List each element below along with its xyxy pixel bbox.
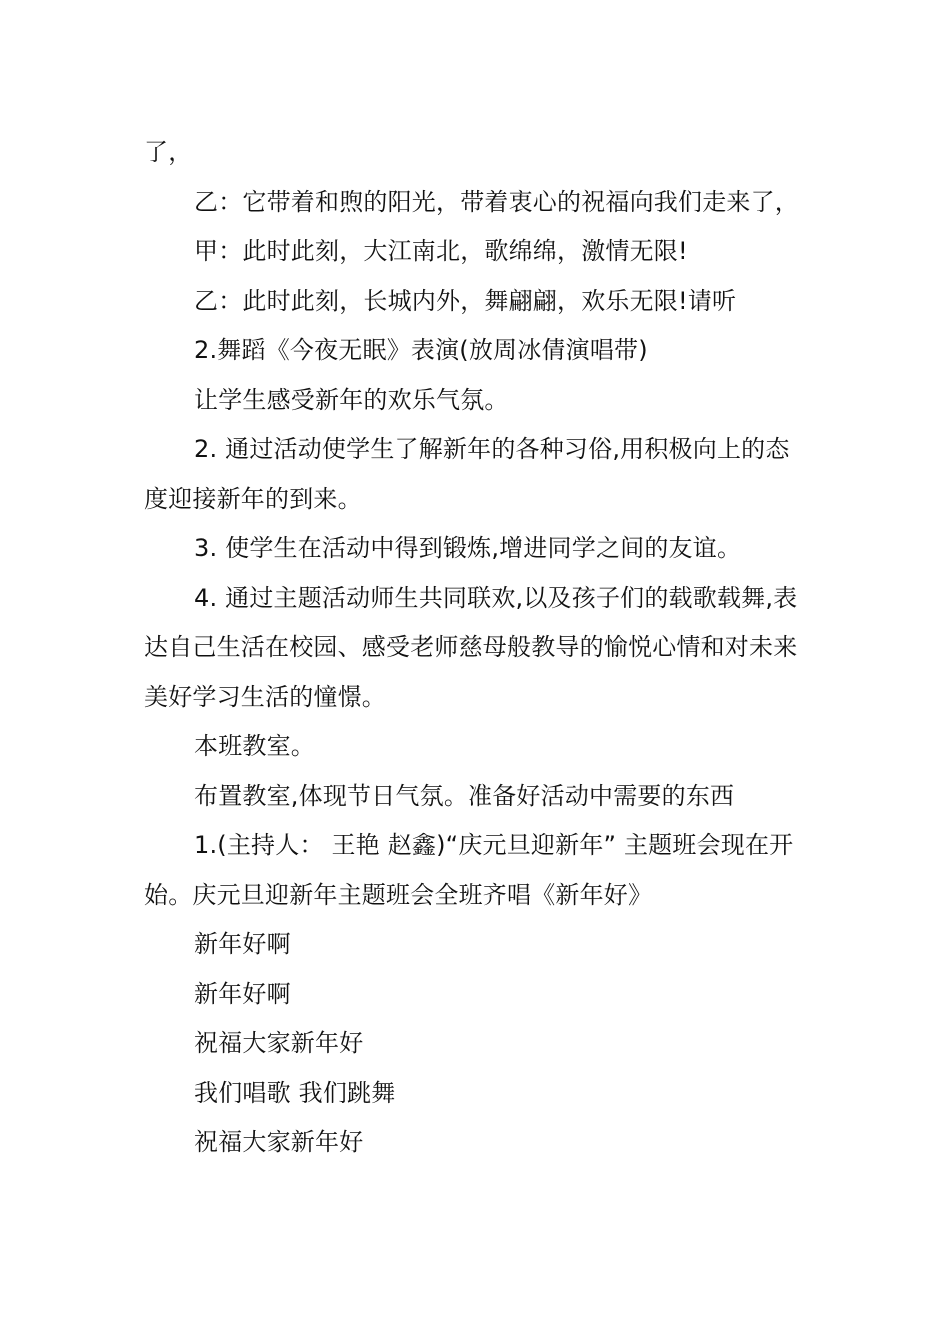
paragraph: 甲：此时此刻，大江南北，歌绵绵，激情无限!	[194, 237, 688, 265]
paragraph: 乙：它带着和煦的阳光，带着衷心的祝福向我们走来了，	[194, 187, 799, 216]
paragraph: 新年好啊	[194, 979, 291, 1008]
paragraph: 祝福大家新年好	[194, 1128, 364, 1156]
paragraph: 2.舞蹈《今夜无眠》表演(放周冰倩演唱带)	[194, 336, 648, 364]
paragraph: 祝福大家新年好	[194, 1029, 364, 1057]
paragraph: 乙：此时此刻，长城内外，舞翩翩，欢乐无限!请听	[194, 286, 737, 315]
paragraph: 4. 通过主题活动师生共同联欢,以及孩子们的载歌载舞,表达自己生活在校园、感受老师慈母般教导的愉悦心情和对未来美好学习生活的憧憬。	[144, 583, 798, 711]
paragraph: 本班教室。	[194, 732, 315, 760]
paragraph: 2. 通过活动使学生了解新年的各种习俗,用积极向上的态度迎接新年的到来。	[144, 435, 790, 513]
paragraph: 让学生感受新年的欢乐气氛。	[194, 385, 509, 414]
paragraph: 布置教室,体现节日气氛。准备好活动中需要的东西	[194, 781, 735, 810]
paragraph: 1.(主持人： 王艳 赵鑫)“庆元旦迎新年” 主题班会现在开始。庆元旦迎新年主题班会全班齐唱《新年好》	[144, 831, 794, 909]
paragraph: 3. 使学生在活动中得到锻炼,增进同学之间的友谊。	[194, 534, 742, 562]
paragraph: 新年好啊	[194, 930, 291, 958]
paragraph: 我们唱歌 我们跳舞	[194, 1078, 396, 1107]
paragraph: 了，	[144, 138, 193, 166]
document-body	[144, 128, 810, 1168]
